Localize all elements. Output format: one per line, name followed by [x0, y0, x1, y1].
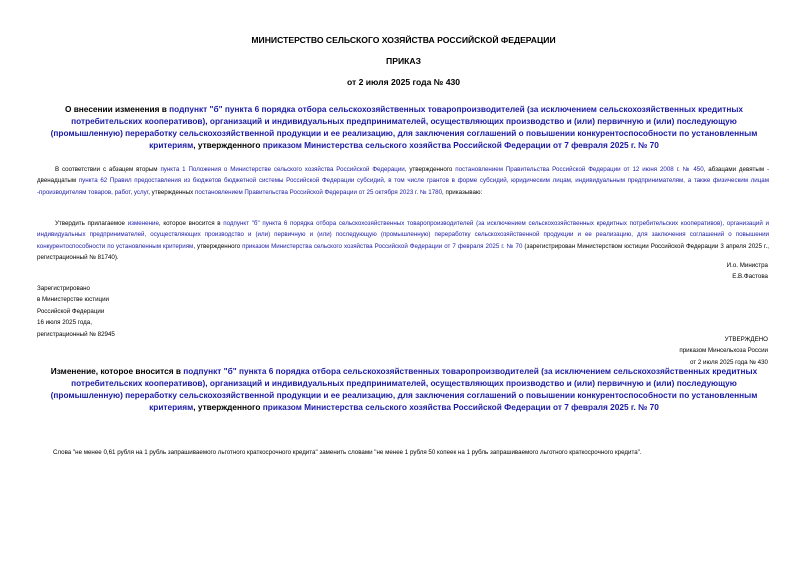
title-link-subparagraph[interactable]: подпункт "б" пункта 6 порядка отбора сельскохозяйственных товаропроизводителей (за исключением сельскохозяйственных кредитных потребительских кооперативов), организаций и индивидуальных предпринимателей, осуществляющих производство и (или) первичную и (или) последующую (промышленную) переработку сельскохозяйственной продукции и ее реализацию, для заключения соглашений о повышении конкурентоспособности по установленным критериям	[50, 104, 758, 150]
change-title-link-order[interactable]: приказом Министерства сельского хозяйства Российской Федерации от 7 февраля 2025 г. № 70	[262, 402, 659, 412]
registration-line: регистрационный № 82945	[37, 330, 115, 338]
signature-position: И.о. Министра	[726, 262, 768, 269]
link-subparagraph[interactable]: подпункт "б" пункта 6 порядка отбора сельскохозяйственных товаропроизводителей (за исключением сельскохозяйственных кредитных потребительских кооперативов), организаций и индивидуальных предпринимателей, осуществляющих производство и (или) первичную и (или) последующую (промышленную) переработку сельскохозяйственной продукции и ее реализацию, для заключения соглашений о повышении конкурентоспособности по установленным критериям	[37, 220, 769, 250]
paragraph-text: Утвердить прилагаемое	[55, 220, 128, 227]
link-ministry-regulation[interactable]: пункта 1 Положения о Министерстве сельского хозяйства Российской Федерации	[160, 166, 405, 173]
link-government-resolution-1780[interactable]: постановлением Правительства Российской Федерации от 25 октября 2023 г. № 1780	[195, 188, 443, 196]
link-subsidy-rules[interactable]: пункта 62 Правил предоставления из бюджетов бюджетной системы Российской Федерации субсидий, в том числе грантов в форме субсидий, юридическим лицам, индивидуальным предпринимателям, а также физическим лицам -производителям товаров, работ, услуг	[37, 177, 769, 196]
signature-block	[727, 260, 768, 283]
title-text: О внесении изменения в	[64, 104, 170, 114]
approval-line: приказом Минсельхоза России	[679, 347, 768, 355]
change-text: Слова "не менее 0,61 рубля на 1 рубль запрашиваемого льготного краткосрочного кредита" заменить словами "не менее 1 рубля 50 копеек на 1 рубль запрашиваемого льготного краткосрочного кредита".	[53, 449, 642, 456]
order-paragraph	[37, 218, 769, 264]
ministry-name: МИНИСТЕРСТВО СЕЛЬСКОГО ХОЗЯЙСТВА РОССИЙСКОЙ ФЕДЕРАЦИИ	[251, 35, 556, 45]
registration-line: Российской Федерации	[37, 307, 105, 315]
approval-line: от 2 июля 2025 года № 430	[689, 358, 768, 366]
approval-stamp	[679, 334, 768, 368]
registration-line: Зарегистрировано	[37, 285, 90, 292]
registration-line: 16 июля 2025 года,	[37, 319, 92, 327]
link-government-resolution-450[interactable]: постановлением Правительства Российской Федерации от 12 июня 2008 г. № 450	[455, 166, 704, 173]
paragraph-text: , которое вносится в	[158, 220, 224, 227]
registration-line: в Министерстве юстиции	[37, 296, 110, 304]
signature-name: Е.В.Фастова	[732, 273, 768, 281]
paragraph-text: , утвержденного	[193, 242, 243, 250]
paragraph-text: , утвержденных	[148, 188, 195, 196]
paragraph-text: (зарегистрирован Министерством юстиции Российской Федерации 3 апреля 2025 г., регистрационный № 81740).	[37, 242, 769, 262]
link-order-70[interactable]: приказом Министерства сельского хозяйства Российской Федерации от 7 февраля 2025 г. № 70	[242, 242, 523, 250]
order-heading: ПРИКАЗ	[386, 56, 421, 66]
change-title	[38, 365, 770, 413]
change-title-link-subparagraph[interactable]: подпункт "б" пункта 6 порядка отбора сельскохозяйственных товаропроизводителей (за исключением сельскохозяйственных кредитных потребительских кооперативов), организаций и индивидуальных предпринимателей, осуществляющих производство и (или) первичную и (или) последующую (промышленную) переработку сельскохозяйственной продукции и ее реализацию, для заключения соглашений о повышении конкурентоспособности по установленным критериям	[50, 366, 758, 412]
change-title-text: , утвержденного	[193, 402, 263, 412]
paragraph-text: , абзацами девятым - двенадцатым	[37, 166, 770, 185]
paragraph-text: , приказываю:	[442, 188, 483, 196]
title-link-order[interactable]: приказом Министерства сельского хозяйства Российской Федерации от 7 февраля 2025 г. № 70	[262, 140, 659, 150]
change-title-text: Изменение, которое вносится в	[50, 366, 184, 376]
registration-block	[37, 283, 115, 340]
paragraph-text: В соответствии с абзацем вторым	[55, 166, 161, 173]
link-change[interactable]: изменение	[127, 220, 159, 227]
order-date: от 2 июля 2025 года № 430	[346, 77, 461, 87]
title-text: , утвержденного	[193, 140, 263, 150]
paragraph-text: , утвержденного	[404, 166, 456, 173]
preamble-paragraph	[37, 164, 769, 198]
approval-line: УТВЕРЖДЕНО	[724, 336, 768, 343]
document-title	[42, 103, 766, 151]
